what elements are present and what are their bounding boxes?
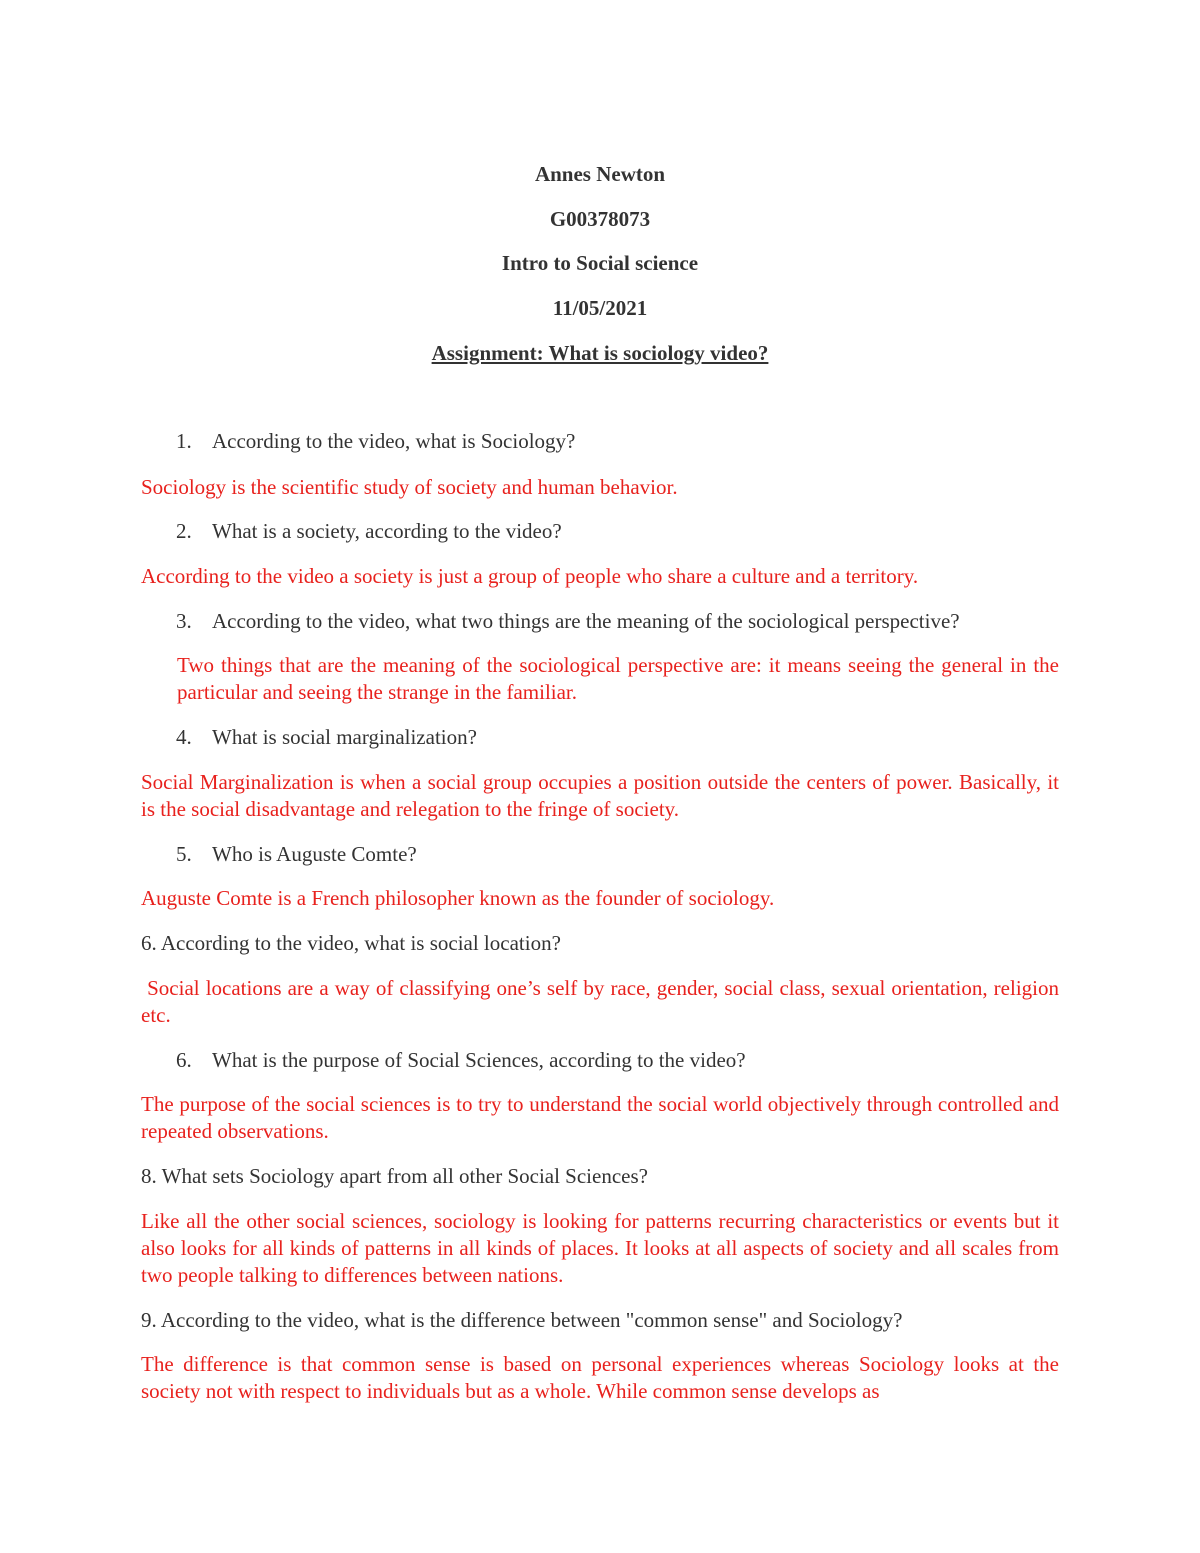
answer-9: The difference is that common sense is based on personal experiences whereas Sociology looks at the society not with respect to individuals but as a whole. While common sense develops as — [141, 1352, 1059, 1403]
answer-1: Sociology is the scientific study of society and human behavior. — [141, 475, 678, 499]
answer-3: Two things that are the meaning of the sociological perspective are: it means seeing the general in the particular and seeing the strange in the familiar. — [177, 653, 1059, 704]
question-8: 8. What sets Sociology apart from all other Social Sciences? — [141, 1164, 648, 1188]
question-number: 2. — [176, 519, 192, 543]
answer-2: According to the video a society is just a group of people who share a culture and a territory. — [141, 564, 919, 588]
question-text: According to the video, what is Sociology? — [212, 429, 576, 453]
student-id: G00378073 — [549, 207, 651, 231]
question-number: 3. — [176, 609, 192, 633]
answer-5: Auguste Comte is a French philosopher known as the founder of sociology. — [141, 886, 775, 910]
question-9: 9. According to the video, what is the difference between "common sense" and Sociology? — [141, 1308, 903, 1332]
answer-6-location: Social locations are a way of classifying one’s self by race, gender, social class, sexual orientation, religion etc. — [141, 976, 1065, 1027]
author-name: Annes Newton — [534, 162, 666, 186]
answer-8: Like all the other social sciences, sociology is looking for patterns recurring characteristics or events but it also looks for all kinds of patterns in all kinds of places. It looks at all aspects of society and all scales from two people talking to differences between nations. — [141, 1209, 1059, 1287]
submission-date: 11/05/2021 — [552, 296, 648, 320]
question-number: 6. — [176, 1048, 192, 1072]
question-6-location: 6. According to the video, what is social location? — [141, 931, 561, 955]
question-number: 5. — [176, 842, 192, 866]
course-name: Intro to Social science — [501, 251, 699, 275]
question-number: 4. — [176, 725, 192, 749]
answer-7: The purpose of the social sciences is to try to understand the social world objectively through controlled and repeated observations. — [141, 1092, 1059, 1143]
question-text: What is a society, according to the video? — [212, 519, 562, 543]
question-text: Who is Auguste Comte? — [212, 842, 417, 866]
question-text: According to the video, what two things are the meaning of the sociological perspective? — [212, 609, 960, 633]
question-text: What is the purpose of Social Sciences, according to the video? — [212, 1048, 746, 1072]
assignment-title: Assignment: What is sociology video? — [431, 341, 769, 365]
question-text: What is social marginalization? — [212, 725, 477, 749]
answer-4: Social Marginalization is when a social group occupies a position outside the centers of power. Basically, it is the social disadvantage and relegation to the fringe of society. — [141, 770, 1059, 821]
question-number: 1. — [176, 429, 192, 453]
